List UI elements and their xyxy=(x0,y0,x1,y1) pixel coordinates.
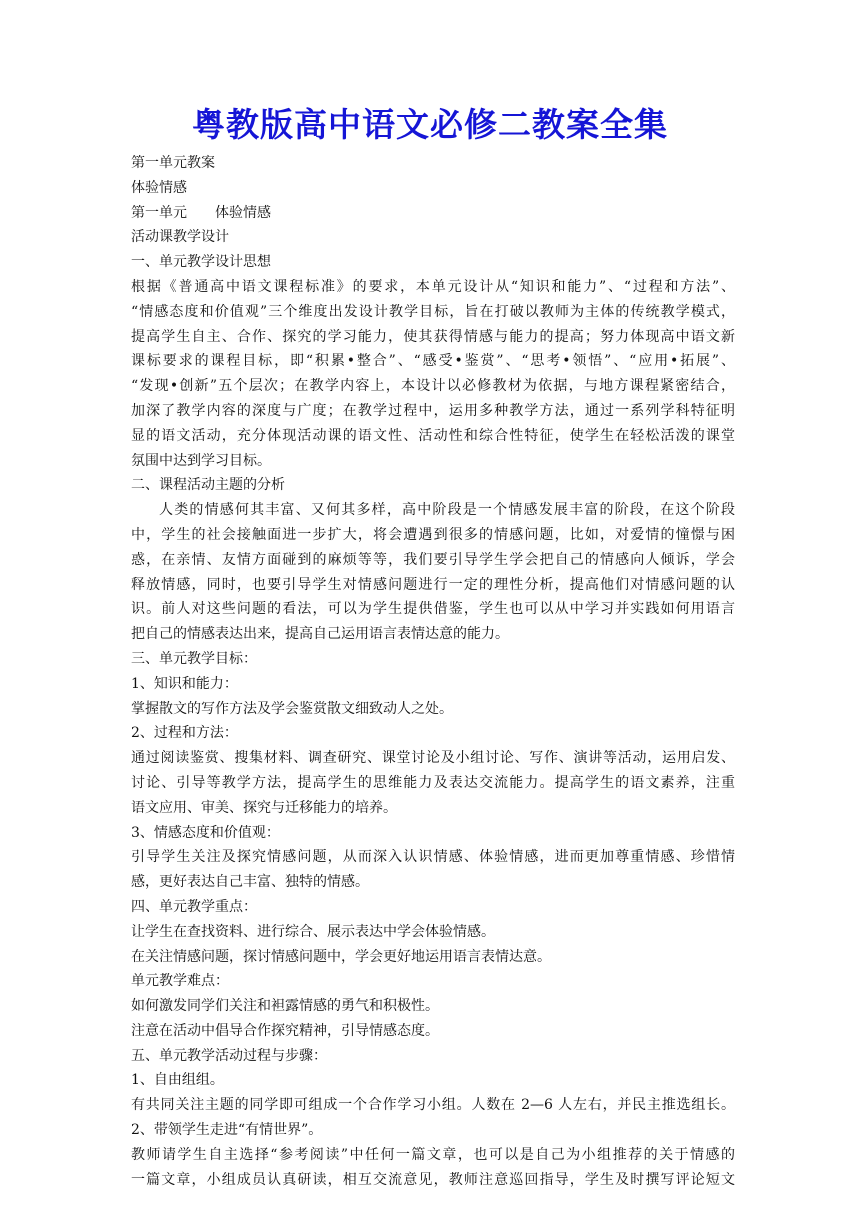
text-line: 1、自由组组。 xyxy=(131,1072,224,1089)
text-line: 如何激发同学们关注和袒露情感的勇气和积极性。 xyxy=(131,998,439,1015)
text-line: 一、单元教学设计思想 xyxy=(131,254,271,271)
text-line: 三、单元教学目标： xyxy=(131,650,257,667)
text-line: 根据《普通高中语文课程标准》的要求，本单元设计从“知识和能力”、“过程和方法”、 xyxy=(131,278,735,295)
text-line: 3、情感态度和价值观： xyxy=(131,824,280,841)
text-line: 第一单元教案 xyxy=(131,155,215,171)
text-line: 体验情感 xyxy=(131,179,187,196)
text-line: 2、带领学生走进“有情世界”。 xyxy=(131,1122,323,1139)
text-line: 第一单元 体验情感 xyxy=(131,204,271,221)
text-line: 氛围中达到学习目标。 xyxy=(131,452,271,469)
text-line: 把自己的情感表达出来，提高自己运用语言表情达意的能力。 xyxy=(131,626,509,643)
text-line: 感，更好表达自己丰富、独特的情感。 xyxy=(131,874,369,891)
text-line: 教师请学生自主选择“参考阅读”中任何一篇文章，也可以是自己为小组推荐的关于情感的 xyxy=(131,1146,735,1163)
text-line: 1、知识和能力： xyxy=(131,675,238,692)
text-line: 二、课程活动主题的分析 xyxy=(131,477,285,494)
text-line: 五、单元教学活动过程与步骤： xyxy=(131,1047,327,1064)
text-line: 课标要求的课程目标，即“积累•整合”、“感受•鉴赏”、“思考•领悟”、“应用•拓展”、 xyxy=(131,353,735,370)
text-line: 活动课教学设计 xyxy=(131,229,229,246)
text-line: 在关注情感问题，探讨情感问题中，学会更好地运用语言表情达意。 xyxy=(131,948,551,965)
text-line: 惑，在亲情、友情方面碰到的麻烦等等，我们要引导学生学会把自己的情感向人倾诉，学会 xyxy=(131,551,735,568)
text-line: 语文应用、审美、探究与迁移能力的培养。 xyxy=(131,799,397,816)
text-line: 提高学生自主、合作、探究的学习能力，使其获得情感与能力的提高；努力体现高中语文新 xyxy=(131,328,735,345)
document-body xyxy=(131,151,735,1192)
text-line: 一篇文章，小组成员认真研读，相互交流意见，教师注意巡回指导，学生及时撰写评论短文 xyxy=(131,1171,735,1188)
text-line: “发现•创新”五个层次；在教学内容上，本设计以必修教材为依据，与地方课程紧密结合， xyxy=(131,378,735,395)
text-line: 释放情感，同时，也要引导学生对情感问题进行一定的理性分析，提高他们对情感问题的认 xyxy=(131,576,735,593)
text-line: 显的语文活动，充分体现活动课的语文性、活动性和综合性特征，使学生在轻松活泼的课堂 xyxy=(131,427,735,444)
text-line: 2、过程和方法： xyxy=(131,725,238,742)
text-line: 中，学生的社会接触面进一步扩大，将会遭遇到很多的情感问题，比如，对爱情的憧憬与困 xyxy=(131,526,735,543)
text-line: 掌握散文的写作方法及学会鉴赏散文细致动人之处。 xyxy=(131,700,453,717)
text-line: 有共同关注主题的同学即可组成一个合作学习小组。人数在 2—6 人左右，并民主推选组长。 xyxy=(131,1097,735,1114)
text-line: “情感态度和价值观”三个维度出发设计教学目标，旨在打破以教师为主体的传统教学模式， xyxy=(131,303,735,320)
text-line: 让学生在查找资料、进行综合、展示表达中学会体验情感。 xyxy=(131,923,495,940)
text-line: 通过阅读鉴赏、搜集材料、调查研究、课堂讨论及小组讨论、写作、演讲等活动，运用启发、 xyxy=(131,750,735,767)
text-line: 人类的情感何其丰富、又何其多样，高中阶段是一个情感发展丰富的阶段，在这个阶段 xyxy=(159,502,735,519)
text-line: 注意在活动中倡导合作探究精神，引导情感态度。 xyxy=(131,1022,439,1039)
document-title: 粤教版高中语文必修二教案全集 xyxy=(192,105,668,144)
text-line: 四、单元教学重点： xyxy=(131,898,257,915)
text-line: 单元教学难点： xyxy=(131,973,229,990)
text-line: 引导学生关注及探究情感问题，从而深入认识情感、体验情感，进而更加尊重情感、珍惜情 xyxy=(131,849,735,866)
text-line: 加深了教学内容的深度与广度；在教学过程中，运用多种教学方法，通过一系列学科特征明 xyxy=(131,402,735,419)
text-line: 识。前人对这些问题的看法，可以为学生提供借鉴，学生也可以从中学习并实践如何用语言 xyxy=(131,601,735,618)
text-line: 讨论、引导等教学方法，提高学生的思维能力及表达交流能力。提高学生的语文素养，注重 xyxy=(131,774,735,791)
